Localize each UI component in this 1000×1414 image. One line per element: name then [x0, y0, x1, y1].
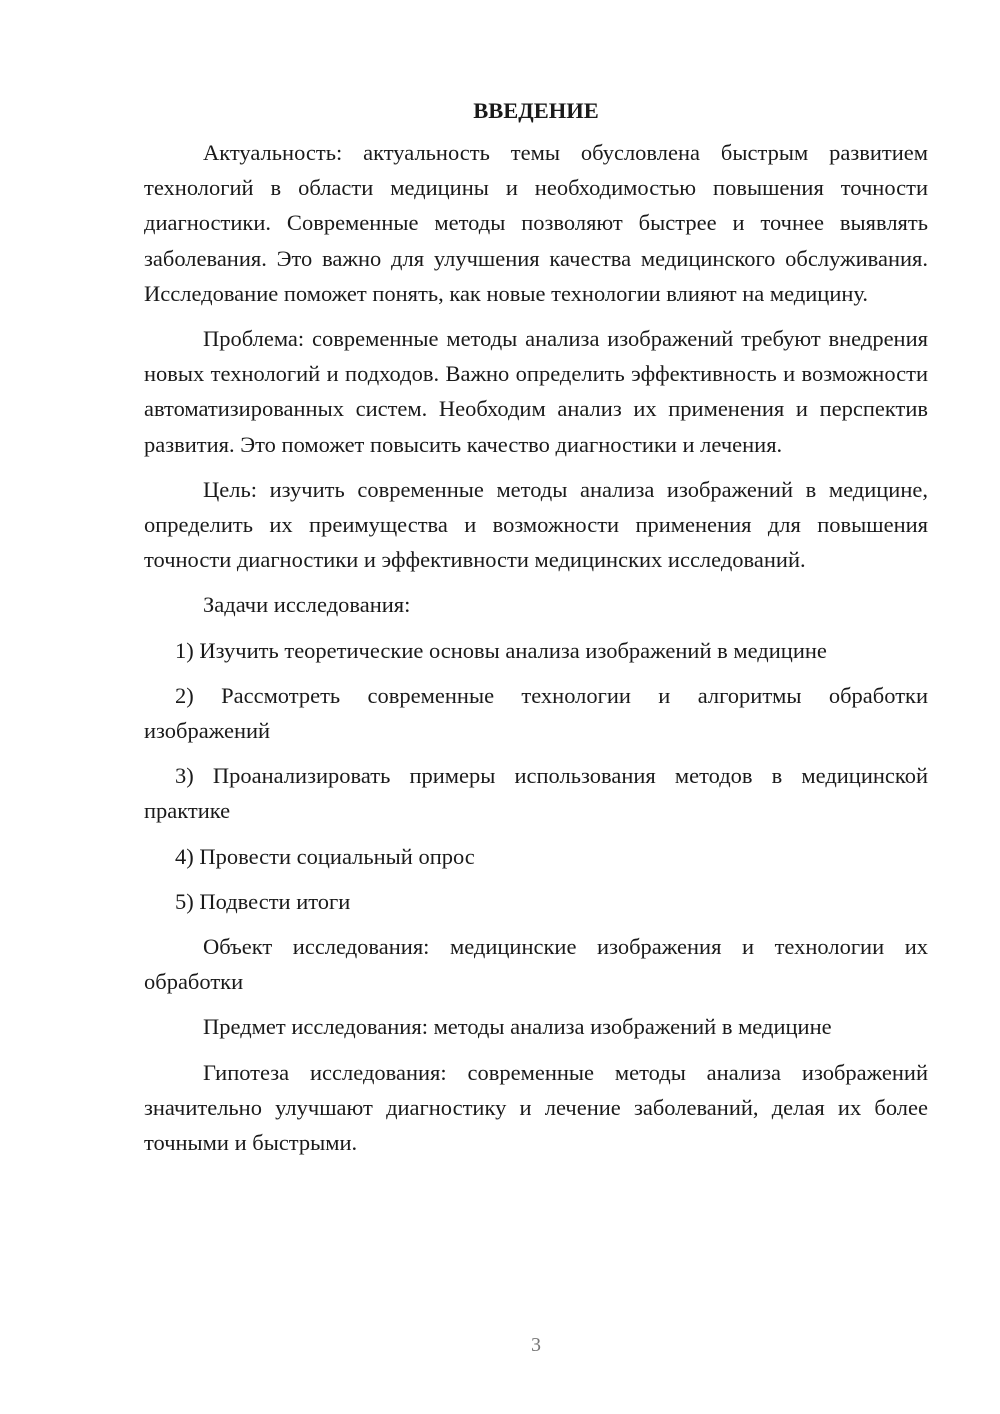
problem-paragraph: Проблема: современные методы анализа изображений требуют внедрения новых технологий и подходов. Важно определить эффективность и возможности автоматизированных систем. Необходим анализ их применения и перспектив развития. Это поможет повысить качество диагностики и лечения. [144, 326, 928, 457]
task-item-2: 2) Рассмотреть современные технологии и алгоритмы обработки изображений [144, 682, 928, 744]
page-content [144, 96, 928, 1170]
tasks-title: Задачи исследования: [203, 592, 411, 618]
goal-paragraph: Цель: изучить современные методы анализа изображений в медицине, определить их преимущества и возможности применения для повышения точности диагностики и эффективности медицинских исследований. [144, 476, 928, 573]
task-item-1: 1) Изучить теоретические основы анализа изображений в медицине [175, 637, 827, 663]
relevance-paragraph: Актуальность: актуальность темы обусловлена быстрым развитием технологий в области медицины и необходимостью повышения точности диагностики. Современные методы позволяют быстрее и точнее выявлять заболевания. Это важно для улучшения качества медицинского обслуживания. Исследование поможет понять, как новые технологии влияют на медицину. [144, 140, 928, 306]
section-heading: ВВЕДЕНИЕ [473, 98, 599, 123]
hypothesis-paragraph: Гипотеза исследования: современные методы анализа изображений значительно улучшают диагностику и лечение заболеваний, делая их более точными и быстрыми. [144, 1059, 928, 1156]
task-item-3: 3) Проанализировать примеры использования методов в медицинской практике [144, 763, 928, 824]
subject-paragraph: Предмет исследования: методы анализа изображений в медицине [203, 1014, 832, 1040]
task-item-5: 5) Подвести итоги [175, 888, 351, 914]
page-number: 3 [531, 1334, 541, 1356]
object-paragraph: Объект исследования: медицинские изображения и технологии их обработки [144, 934, 928, 995]
task-item-4: 4) Провести социальный опрос [175, 843, 475, 869]
